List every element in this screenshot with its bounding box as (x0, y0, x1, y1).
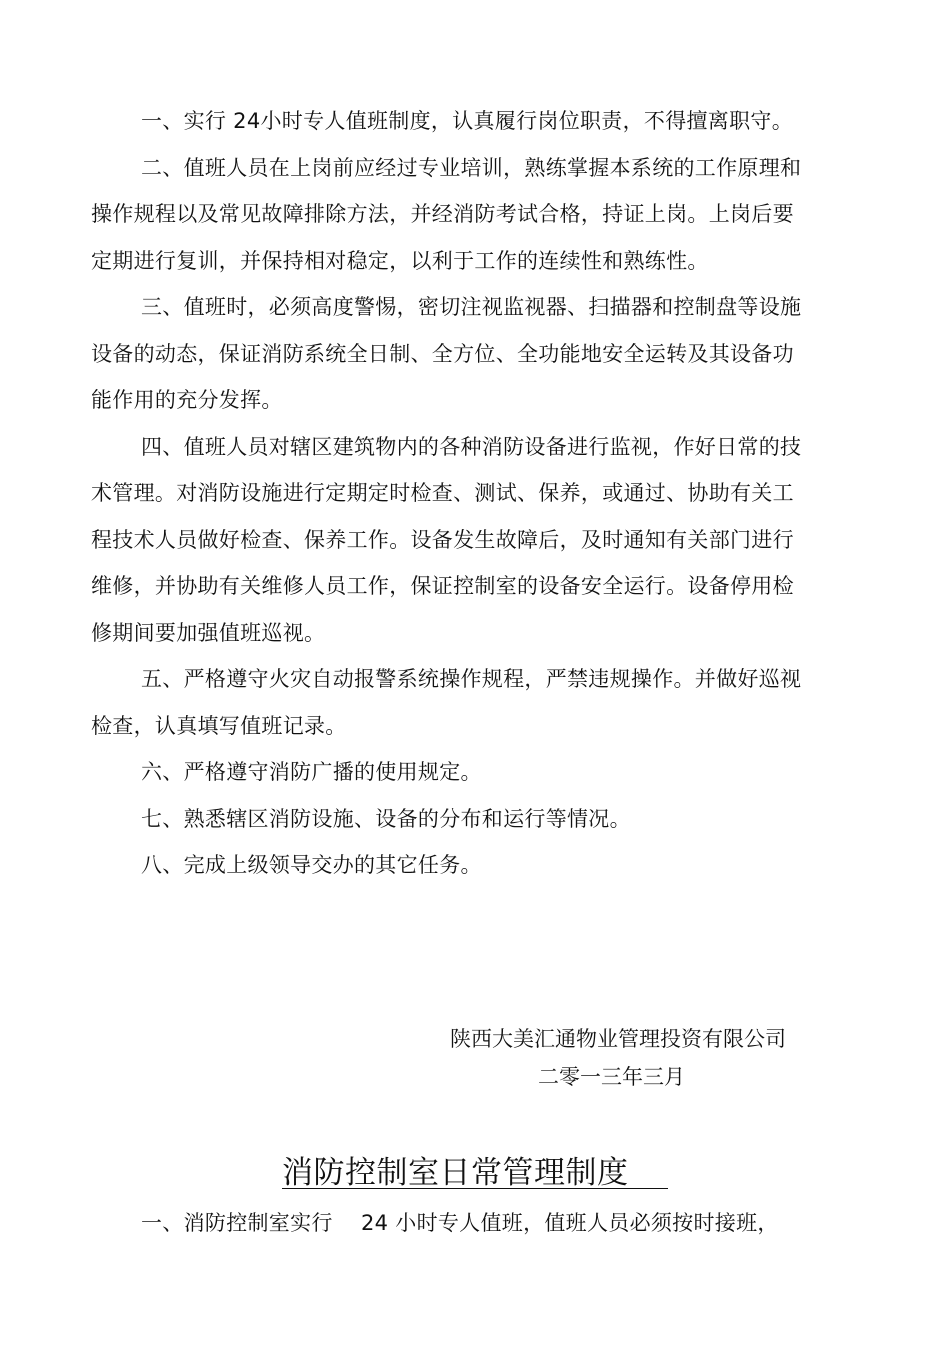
title-underline (282, 1188, 668, 1189)
clause-6: 六、严格遵守消防广播的使用规定。 (141, 760, 482, 784)
clause-5: 五、严格遵守火灾自动报警系统操作规程，严禁违规操作。并做好巡视检查，认真填写值班记录。 (91, 667, 802, 738)
clause-7: 七、熟悉辖区消防设施、设备的分布和运行等情况。 (141, 806, 631, 831)
clause-4: 四、值班人员对辖区建筑物内的各种消防设备进行监视，作好日常的技术管理。对消防设施进行定期定时检查、测试、保养，或通过、协助有关工程技术人员做好检查、保养工作。设备发生故障后，及时通知有关部门进行维修，并协助有关维修人员工作，保证控制室的设备安全运行。设备停用检修期间要加强值班巡视。 (91, 434, 802, 645)
clause-3: 三、值班时，必须高度警惕，密切注视监视器、扫描器和控制盘等设施设备的动态，保证消防系统全日制、全方位、全功能地安全运转及其设备功能作用的充分发挥。 (91, 295, 802, 412)
duty-regulation-clauses (91, 98, 811, 889)
signature-company: 陕西大美汇通物业管理投资有限公司 (450, 1027, 786, 1051)
signature-date: 二零一三年三月 (538, 1065, 685, 1089)
clause-8: 八、完成上级领导交办的其它任务。 (141, 853, 482, 877)
signature-block (440, 1020, 820, 1096)
next-section-body (91, 1200, 811, 1247)
next-section-clause-1: 一、消防控制室实行 24 小时专人值班，值班人员必须按时接班， (141, 1211, 779, 1235)
clause-1: 一、实行 24小时专人值班制度，认真履行岗位职责，不得擅离职守。 (141, 109, 793, 133)
clause-2: 二、值班人员在上岗前应经过专业培训，熟练掌握本系统的工作原理和操作规程以及常见故障排除方法，并经消防考试合格，持证上岗。上岗后要定期进行复训，并保持相对稳定，以利于工作的连续性和熟练性。 (91, 155, 802, 273)
section-title: 消防控制室日常管理制度 (282, 1155, 629, 1191)
